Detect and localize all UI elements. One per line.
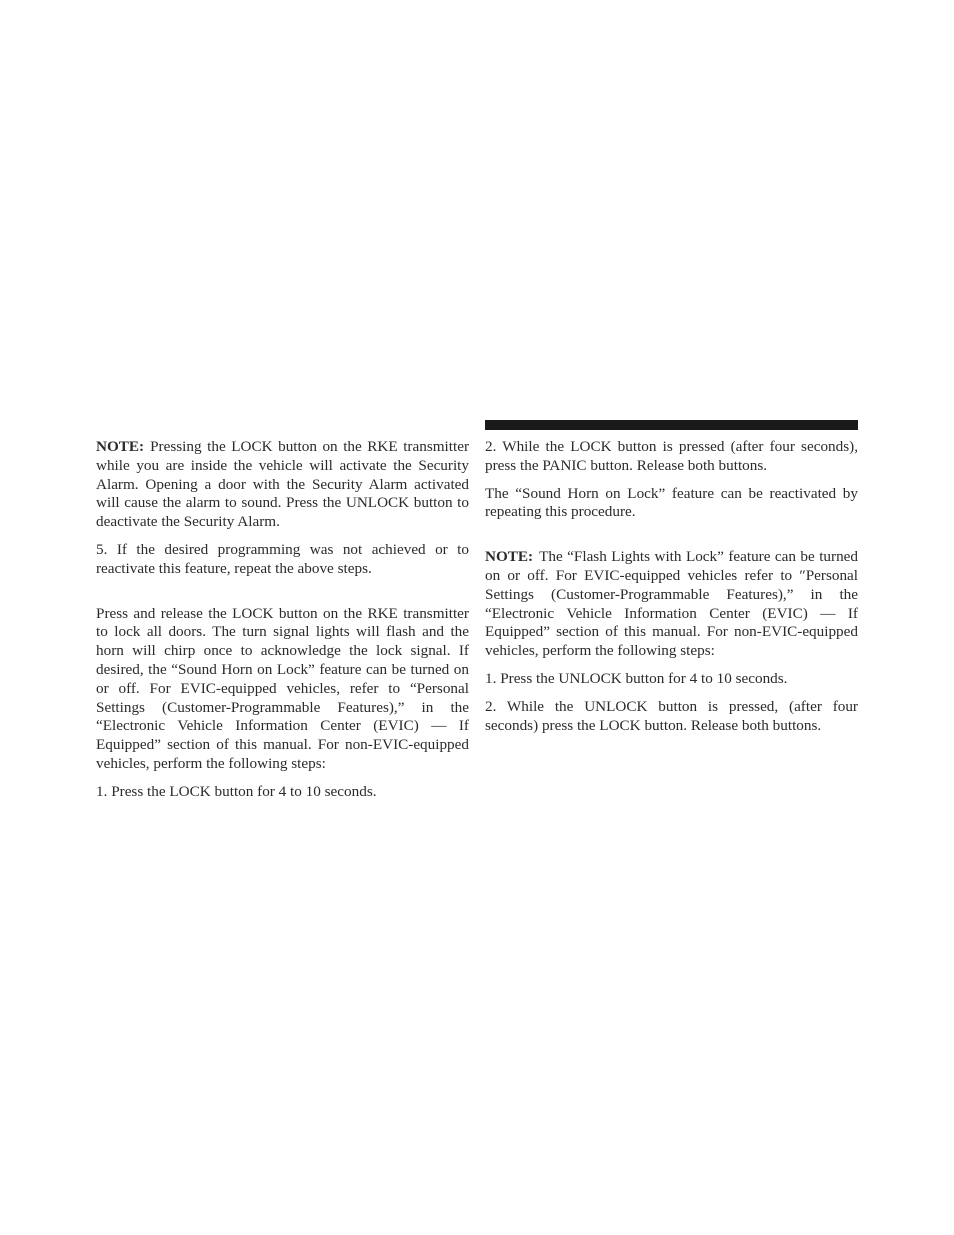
step-2-unlock: 2. While the UNLOCK button is pressed, (after four seconds) press the LOCK button. Release both buttons. xyxy=(485,697,858,734)
step-1-unlock: 1. Press the UNLOCK button for 4 to 10 seconds. xyxy=(485,669,788,687)
section-header-bar xyxy=(485,420,858,430)
step-1-lock: 1. Press the LOCK button for 4 to 10 seconds. xyxy=(96,782,377,800)
note-text: Pressing the LOCK button on the RKE transmitter while you are inside the vehicle will activate the Security Alarm. Opening a door with the Security Alarm activated will cause the alarm to sound. Press the UNLOCK button to deactivate the Security Alarm. xyxy=(96,438,469,531)
step-5: 5. If the desired programming was not achieved or to reactivate this feature, repeat the above steps. xyxy=(96,540,469,577)
note-security-alarm xyxy=(96,438,469,532)
note-text: The “Flash Lights with Lock” feature can be turned on or off. For EVIC-equipped vehicles refer to ″Personal Settings (Customer-Programmable Features),” in the “Electronic Vehicle Information Center (EVIC) — If Equipped” section of this manual. For non-EVIC-equipped vehicles, perform the following steps: xyxy=(485,548,858,660)
left-column xyxy=(96,438,469,802)
note-label: NOTE: xyxy=(485,548,534,566)
reactivate-text: The “Sound Horn on Lock” feature can be reactivated by repeating this procedure. xyxy=(485,484,858,521)
paragraph-lock-doors: Press and release the LOCK button on the RKE transmitter to lock all doors. The turn signal lights will flash and the horn will chirp once to acknowledge the lock signal. If desired, the “Sound Horn on Lock” feature can be turned on or off. For EVIC-equipped vehicles, refer to “Personal Settings (Customer-Programmable Features),” in the “Electronic Vehicle Information Center (EVIC) — If Equipped” section of this manual. For non-EVIC-equipped vehicles, perform the following steps: xyxy=(96,604,469,772)
note-flash-lights xyxy=(485,548,858,661)
right-column xyxy=(485,438,858,735)
step-2-panic: 2. While the LOCK button is pressed (after four seconds), press the PANIC button. Release both buttons. xyxy=(485,438,858,474)
note-label: NOTE: xyxy=(96,438,145,455)
